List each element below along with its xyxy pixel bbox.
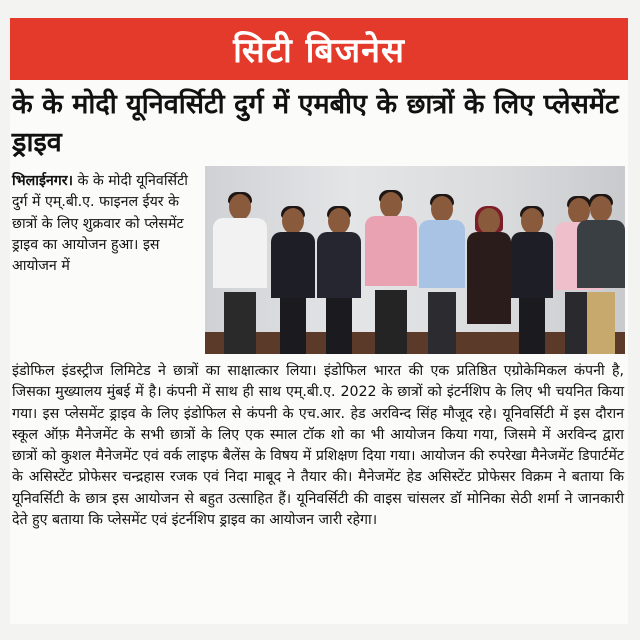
article-body [12, 361, 624, 531]
person-figure [365, 192, 417, 354]
group-photo [205, 166, 625, 354]
article-headline: के के मोदी यूनिवर्सिटी दुर्ग में एमबीए के छात्रों के लिए प्लेसमेंट ड्राइव [12, 89, 619, 158]
person-figure [577, 196, 625, 354]
person-figure [271, 208, 315, 354]
section-banner [10, 18, 628, 80]
person-figure [467, 208, 511, 354]
section-title: सिटी बिजनेस [233, 31, 405, 71]
intro-text: के के मोदी यूनिवर्सिटी दुर्ग में एम्.बी.ए. फाइनल ईयर के छात्रों के लिए शुक्रवार को प्लेसमेंट ड्राइव का आयोजन हुआ। इस आयोजन में [12, 173, 188, 275]
dateline: भिलाईनगर। [12, 173, 73, 189]
newspaper-clipping [10, 18, 628, 624]
person-figure [213, 194, 267, 354]
body-text: इंडोफिल इंडस्ट्रीज लिमिटेड ने छात्रों का साक्षात्कार लिया। इंडोफिल भारत की एक प्रतिष्ठित एग्रोकेमिकल कंपनी है, जिसका मुख्यालय मुंबई में है। कंपनी में साथ ही साथ एम्.बी.ए. 2022 के छात्रों को इंटर्नशिप के लिए भी चयनित किया गया। इस प्लेसमेंट ड्राइव के लिए इंडोफिल से कंपनी के एच.आर. हेड अरविन्द सिंह मौजूद रहे। यूनिवर्सिटी में इस दौरान स्कूल ऑफ़ मैनेजमेंट के सभी छात्रों के लिए एक स्माल टॉक शो का भी आयोजन किया गया, जिसमे में अरविन्द द्वारा छात्रों को कुशल मैनेजमेंट एवं वर्क लाइफ बैलेंस के विषय में प्रशिक्षण दिया गया। आयोजन की रुपरेखा मैनेजमेंट डिपार्टमेंट के असिस्टेंट प्रोफेसर चन्द्रहास रजक एवं निदा माबूद ने तैयार की। मैनेजमेंट हेड असिस्टेंट प्रोफेसर विक्रम ने बताया कि यूनिवर्सिटी के छात्र इस आयोजन से बहुत उत्साहित हैं। यूनिवर्सिटी की वाइस चांसलर डॉ मोनिका सेठी शर्मा ने जानकारी देते हुए बताया कि प्लेसमेंट एवं इंटर्नशिप ड्राइव का आयोजन जारी रहेगा। [12, 363, 624, 529]
person-figure [419, 196, 465, 354]
intro-paragraph [12, 171, 202, 277]
person-figure [317, 208, 361, 354]
person-figure [511, 208, 553, 354]
